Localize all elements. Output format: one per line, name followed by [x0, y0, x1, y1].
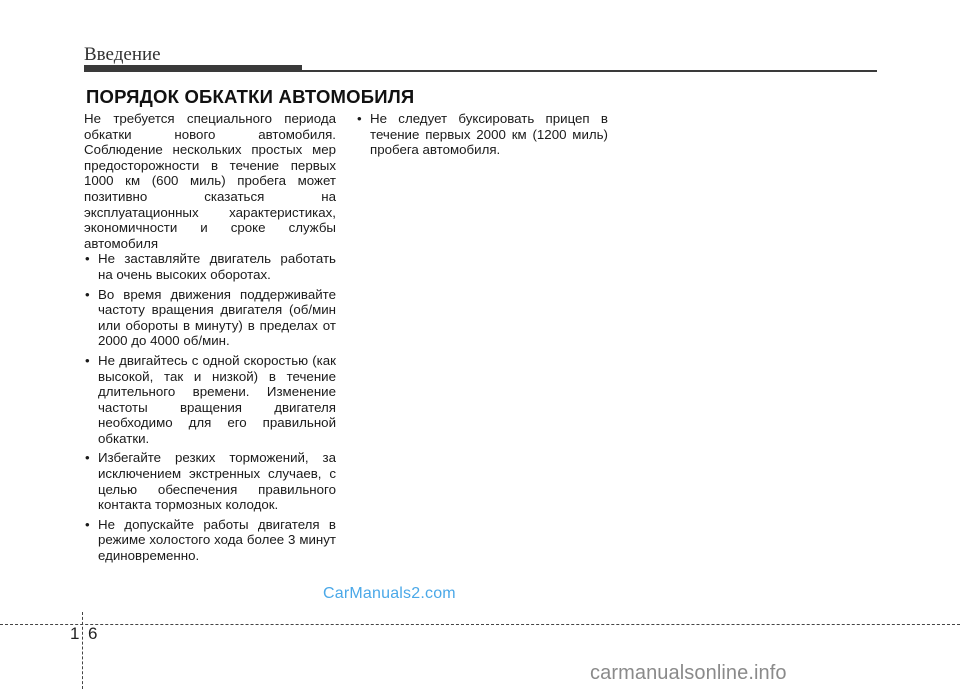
- list-item-text: Не двигайтесь с одной скоростью (как высокой, так и низкой) в течение длительного времени. Изменение частоты вращения двигателя необходимо для его правильной обкатки.: [98, 352, 336, 446]
- header-rule-thick: [84, 65, 302, 72]
- list-item: [84, 251, 336, 282]
- page-chapter-number: 1: [70, 624, 80, 643]
- list-item: [356, 111, 608, 158]
- list-item-text: Не следует буксировать прицеп в течение первых 2000 км (1200 миль) пробега автомобиля.: [370, 111, 608, 158]
- footer-divider-horizontal: [0, 624, 960, 625]
- footer-divider-vertical: [82, 612, 83, 689]
- list-item: [84, 287, 336, 349]
- watermark-carmanuals2[interactable]: CarManuals2.com: [323, 585, 456, 602]
- list-item-text: Не допускайте работы двигателя в режиме холостого хода более 3 минут единовременно.: [98, 516, 336, 564]
- watermark-carmanualsonline[interactable]: carmanualsonline.info: [590, 662, 787, 684]
- list-item-text: Избегайте резких торможений, за исключением экстренных случаев, с целью обеспечения правильного контакта тормозных колодок.: [98, 450, 336, 513]
- list-item: [84, 517, 336, 564]
- bullet-icon: •: [85, 286, 90, 302]
- page-index-number: 6: [88, 624, 98, 643]
- bullet-icon: •: [85, 352, 90, 368]
- list-item-text: Во время движения поддерживайте частоту вращения двигателя (об/мин или обороты в минуту) в пределах от 2000 до 4000 об/мин.: [98, 286, 336, 349]
- bullet-icon: •: [85, 516, 90, 532]
- list-item-text: Не заставляйте двигатель работать на очень высоких оборотах.: [98, 251, 336, 282]
- list-item: [84, 450, 336, 512]
- intro-paragraph: Не требуется специального периода обкатки нового автомобиля. Соблюдение нескольких простых мер предосторожности в течение первых 1000 км (600 миль) пробега может позитивно сказаться на эксплуатационных характеристиках, экономичности и сроке службы автомобиля: [84, 111, 336, 251]
- section-label: Введение: [84, 44, 161, 65]
- left-column: [84, 111, 336, 564]
- header-rule-thin: [302, 70, 877, 72]
- bullet-icon: •: [85, 450, 90, 466]
- right-column: [356, 111, 608, 158]
- left-bullet-list: [84, 251, 336, 563]
- right-bullet-list: [356, 111, 608, 158]
- page-title: ПОРЯДОК ОБКАТКИ АВТОМОБИЛЯ: [86, 86, 415, 107]
- bullet-icon: •: [85, 251, 90, 267]
- bullet-icon: •: [357, 111, 362, 126]
- list-item: [84, 353, 336, 447]
